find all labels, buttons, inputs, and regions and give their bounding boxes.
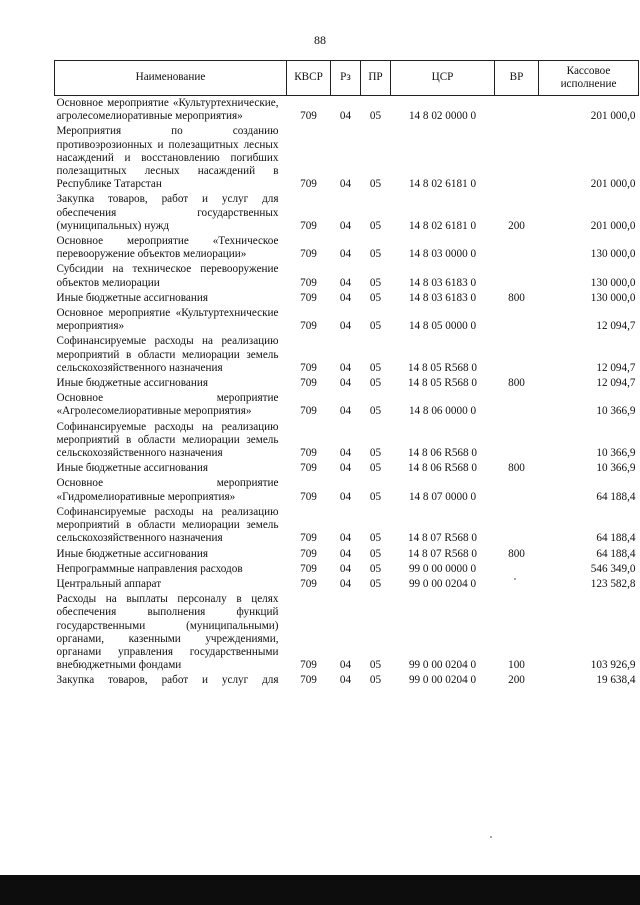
row-kvsr: 709 xyxy=(300,377,317,390)
row-vr xyxy=(495,577,539,592)
row-rz: 04 xyxy=(339,178,352,191)
row-csr: 99 0 00 0204 0 xyxy=(408,674,477,687)
row-amount: 19 638,4 xyxy=(596,674,636,687)
row-amount: 546 349,0 xyxy=(590,562,636,575)
table-row xyxy=(55,124,639,192)
row-kvsr: 709 xyxy=(300,361,317,374)
row-pr: 05 xyxy=(369,276,382,289)
row-kvsr: 709 xyxy=(300,110,317,123)
row-name: Основное мероприятие «Агролесомелиоративные мероприятия» xyxy=(56,392,279,418)
row-amount: 12 094,7 xyxy=(596,320,636,333)
header-vr: ВР xyxy=(495,61,539,96)
row-amount: 12 094,7 xyxy=(596,361,636,374)
row-kvsr: 709 xyxy=(300,562,317,575)
row-amount: 12 094,7 xyxy=(596,377,636,390)
row-kvsr: 709 xyxy=(300,320,317,333)
row-vr xyxy=(495,262,539,290)
table-row xyxy=(55,476,639,504)
row-vr: 200 xyxy=(508,219,525,232)
row-amount: 64 188,4 xyxy=(596,547,636,560)
row-kvsr: 709 xyxy=(300,547,317,560)
table-row xyxy=(55,577,639,592)
table-row xyxy=(55,262,639,290)
row-rz: 04 xyxy=(339,490,352,503)
row-csr: 14 8 06 0000 0 xyxy=(408,405,477,418)
row-csr: 14 8 06 R568 0 xyxy=(408,462,477,475)
row-name: Закупка товаров, работ и услуг для обеспечения государственных (муниципальных) нужд xyxy=(56,193,279,232)
row-pr: 05 xyxy=(369,178,382,191)
row-csr: 14 8 05 R568 0 xyxy=(408,361,477,374)
row-vr: 800 xyxy=(508,291,525,304)
table-row xyxy=(55,420,639,462)
row-name: Иные бюджетные ассигнования xyxy=(56,377,208,390)
table-row xyxy=(55,234,639,262)
row-pr: 05 xyxy=(369,659,382,672)
row-name: Основное мероприятие «Техническое перевооружение объектов мелиорации» xyxy=(56,235,279,261)
row-vr xyxy=(495,562,539,577)
row-name: Непрограммные направления расходов xyxy=(56,562,243,575)
row-vr xyxy=(495,96,539,125)
row-vr xyxy=(495,306,539,334)
page-number: 88 xyxy=(314,33,326,47)
table-row xyxy=(55,96,639,125)
row-pr: 05 xyxy=(369,377,382,390)
budget-table xyxy=(54,60,639,689)
row-csr: 14 8 07 R568 0 xyxy=(408,547,477,560)
row-rz: 04 xyxy=(339,405,352,418)
row-amount: 103 926,9 xyxy=(590,659,636,672)
row-kvsr: 709 xyxy=(300,490,317,503)
row-amount: 201 000,0 xyxy=(590,219,636,232)
row-rz: 04 xyxy=(339,674,352,687)
row-rz: 04 xyxy=(339,577,352,590)
table-row xyxy=(55,592,639,673)
row-amount: 10 366,9 xyxy=(596,447,636,460)
table-row xyxy=(55,562,639,577)
row-rz: 04 xyxy=(339,462,352,475)
row-pr: 05 xyxy=(369,447,382,460)
header-name: Наименование xyxy=(55,61,287,96)
row-amount: 201 000,0 xyxy=(590,110,636,123)
row-name: Иные бюджетные ассигнования xyxy=(56,547,208,560)
row-rz: 04 xyxy=(339,532,352,545)
row-kvsr: 709 xyxy=(300,532,317,545)
header-rz: Рз xyxy=(331,61,361,96)
row-rz: 04 xyxy=(339,110,352,123)
row-pr: 05 xyxy=(369,490,382,503)
row-csr: 14 8 07 R568 0 xyxy=(408,532,477,545)
scan-speck xyxy=(514,578,516,580)
scan-speck xyxy=(490,836,492,838)
row-vr xyxy=(495,391,539,419)
table-row xyxy=(55,192,639,234)
row-name: Софинансируемые расходы на реализацию мероприятий в области мелиорации земель сельскохозяйственного назначения xyxy=(56,335,279,374)
row-vr xyxy=(495,420,539,462)
row-amount: 130 000,0 xyxy=(590,291,636,304)
row-vr: 100 xyxy=(508,659,525,672)
row-kvsr: 709 xyxy=(300,276,317,289)
row-amount: 64 188,4 xyxy=(596,490,636,503)
row-amount: 201 000,0 xyxy=(590,178,636,191)
row-rz: 04 xyxy=(339,377,352,390)
row-kvsr: 709 xyxy=(300,219,317,232)
header-kvsr: КВСР xyxy=(287,61,331,96)
row-amount: 64 188,4 xyxy=(596,532,636,545)
scan-bottom-edge xyxy=(0,875,640,905)
row-rz: 04 xyxy=(339,447,352,460)
row-vr xyxy=(495,124,539,192)
row-pr: 05 xyxy=(369,405,382,418)
row-name: Субсидии на техническое перевооружение объектов мелиорации xyxy=(56,263,279,289)
row-csr: 14 8 05 R568 0 xyxy=(408,377,477,390)
row-amount: 123 582,8 xyxy=(590,577,636,590)
row-csr: 14 8 02 6181 0 xyxy=(408,178,477,191)
row-csr: 99 0 00 0000 0 xyxy=(408,562,477,575)
row-rz: 04 xyxy=(339,248,352,261)
table-row xyxy=(55,291,639,306)
row-vr xyxy=(495,476,539,504)
row-pr: 05 xyxy=(369,562,382,575)
row-rz: 04 xyxy=(339,219,352,232)
row-vr: 800 xyxy=(508,377,525,390)
row-csr: 14 8 02 6181 0 xyxy=(408,219,477,232)
row-name: Иные бюджетные ассигнования xyxy=(56,291,208,304)
row-amount: 10 366,9 xyxy=(596,405,636,418)
row-pr: 05 xyxy=(369,532,382,545)
table-row xyxy=(55,461,639,476)
row-pr: 05 xyxy=(369,361,382,374)
row-amount: 130 000,0 xyxy=(590,248,636,261)
row-csr: 14 8 06 R568 0 xyxy=(408,447,477,460)
row-rz: 04 xyxy=(339,659,352,672)
row-name: Закупка товаров, работ и услуг для xyxy=(56,674,279,687)
row-kvsr: 709 xyxy=(300,291,317,304)
row-pr: 05 xyxy=(369,577,382,590)
row-vr xyxy=(495,234,539,262)
row-pr: 05 xyxy=(369,674,382,687)
header-csr: ЦСР xyxy=(391,61,495,96)
row-vr: 800 xyxy=(508,547,525,560)
row-csr: 14 8 03 6183 0 xyxy=(408,276,477,289)
table-row xyxy=(55,376,639,391)
row-pr: 05 xyxy=(369,320,382,333)
row-kvsr: 709 xyxy=(300,447,317,460)
row-csr: 14 8 03 0000 0 xyxy=(408,248,477,261)
table-row xyxy=(55,673,639,688)
row-name: Мероприятия по созданию противоэрозионных и полезащитных лесных насаждений и восстановлению погибших полезащитных лесных насаждений в Республике Татарстан xyxy=(56,125,279,191)
row-vr xyxy=(495,334,539,376)
table-row xyxy=(55,334,639,376)
row-kvsr: 709 xyxy=(300,462,317,475)
row-amount: 10 366,9 xyxy=(596,462,636,475)
row-pr: 05 xyxy=(369,110,382,123)
row-kvsr: 709 xyxy=(300,659,317,672)
row-rz: 04 xyxy=(339,361,352,374)
table-row xyxy=(55,547,639,562)
row-pr: 05 xyxy=(369,291,382,304)
row-pr: 05 xyxy=(369,248,382,261)
row-name: Центральный аппарат xyxy=(56,577,162,590)
table-row xyxy=(55,391,639,419)
row-rz: 04 xyxy=(339,320,352,333)
row-pr: 05 xyxy=(369,547,382,560)
row-vr: 800 xyxy=(508,462,525,475)
row-csr: 14 8 07 0000 0 xyxy=(408,490,477,503)
row-rz: 04 xyxy=(339,547,352,560)
row-csr: 14 8 03 6183 0 xyxy=(408,291,477,304)
row-pr: 05 xyxy=(369,462,382,475)
row-name: Иные бюджетные ассигнования xyxy=(56,462,208,475)
row-kvsr: 709 xyxy=(300,577,317,590)
row-csr: 99 0 00 0204 0 xyxy=(408,577,477,590)
table-row xyxy=(55,306,639,334)
row-name: Основное мероприятие «Гидромелиоративные мероприятия» xyxy=(56,477,279,503)
row-vr: 200 xyxy=(508,674,525,687)
row-kvsr: 709 xyxy=(300,674,317,687)
row-rz: 04 xyxy=(339,562,352,575)
row-name: Основное мероприятие «Культуртехнические мероприятия» xyxy=(56,307,279,333)
row-csr: 14 8 02 0000 0 xyxy=(408,110,477,123)
row-rz: 04 xyxy=(339,276,352,289)
row-csr: 14 8 05 0000 0 xyxy=(408,320,477,333)
row-csr: 99 0 00 0204 0 xyxy=(408,659,477,672)
row-name: Софинансируемые расходы на реализацию мероприятий в области мелиорации земель сельскохозяйственного назначения xyxy=(56,420,279,460)
row-amount: 130 000,0 xyxy=(590,276,636,289)
row-rz: 04 xyxy=(339,291,352,304)
row-vr xyxy=(495,505,539,547)
row-name: Основное мероприятие «Культуртехнические, агролесомелиоративные мероприятия» xyxy=(56,97,279,123)
header-pr: ПР xyxy=(361,61,391,96)
row-pr: 05 xyxy=(369,219,382,232)
row-kvsr: 709 xyxy=(300,178,317,191)
table-header-row xyxy=(55,61,639,96)
row-name: Расходы на выплаты персоналу в целях обеспечения выполнения функций государственными (муниципальными) органами, казенными учреждениями, органами управления государственными внебюджетными фондами xyxy=(56,593,279,672)
table-row xyxy=(55,505,639,547)
row-name: Софинансируемые расходы на реализацию мероприятий в области мелиорации земель сельскохозяйственного назначения xyxy=(56,505,279,545)
row-kvsr: 709 xyxy=(300,405,317,418)
row-kvsr: 709 xyxy=(300,248,317,261)
header-amount: Кассовое исполнение xyxy=(539,61,639,96)
